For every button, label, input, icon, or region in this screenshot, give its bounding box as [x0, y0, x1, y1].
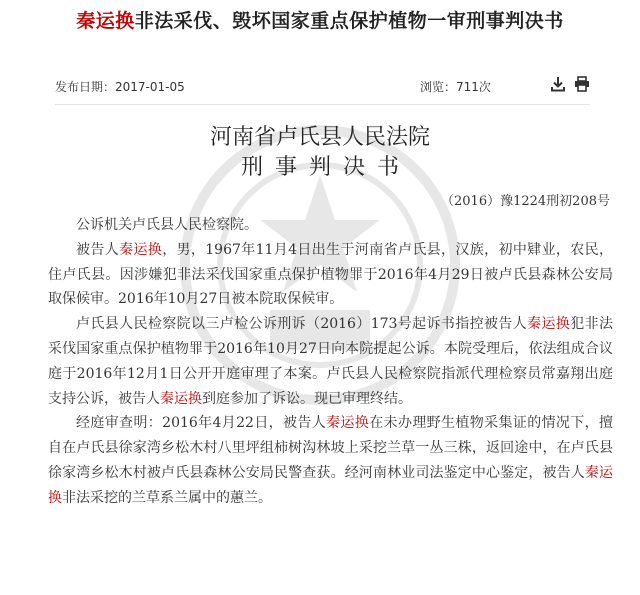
defendant-name: 秦运换	[326, 415, 370, 432]
view-count	[420, 78, 491, 95]
court-name: 河南省卢氏县人民法院	[209, 125, 430, 150]
defendant-name: 秦运换	[119, 241, 163, 258]
paragraph-prosecutor: 公诉机关卢氏县人民检察院。	[76, 217, 258, 233]
text-segment: 经庭审查明：2016年4月22日，被告人	[76, 415, 327, 432]
title-text: 非法采伐、毁坏国家重点保护植物一审刑事判决书	[134, 10, 564, 32]
title-defendant-name: 秦运换	[76, 10, 135, 32]
text-segment: 犯非法采伐国家重点保护植物罪于2016年10月27日向本院提起公诉。本院受理后，依法组成合议庭于2016年12月1日公开开庭审理了本案。卢氏县人民检察院指派代理检察员常嘉翔出庭支持公诉，被告人	[48, 316, 614, 407]
views-value: 711次	[456, 80, 491, 94]
defendant-name: 秦运换	[160, 390, 202, 407]
article-title	[0, 6, 640, 33]
meta-bar	[55, 76, 590, 98]
defendant-name: 秦运换	[48, 464, 614, 506]
paragraph-procedure	[48, 312, 613, 411]
text-segment: 到庭参加了诉讼。现已审理终结。	[202, 390, 412, 407]
defendant-name: 秦运换	[527, 316, 571, 333]
views-label: 浏览：	[420, 80, 457, 94]
divider	[55, 104, 590, 105]
print-icon[interactable]	[574, 76, 590, 92]
judgment-body	[48, 213, 613, 511]
text-segment: 非法采挖的兰草系兰属中的蕙兰。	[62, 489, 272, 506]
paragraph-facts	[48, 411, 613, 510]
document-type: 刑事判决书	[240, 155, 411, 180]
download-icon[interactable]	[550, 76, 566, 92]
toolbar-icons	[550, 76, 590, 92]
text-segment: ，男，1967年11月4日出生于河南省卢氏县，汉族，初中肄业，农民，住卢氏县。因涉嫌犯非法采伐国家重点保护植物罪于2016年4月29日被卢氏县森林公安局取保候审。2016年10月27日被本院取保候审。	[48, 241, 614, 308]
publish-label: 发布日期：	[55, 80, 116, 94]
text-segment: 在未办理野生植物采集证的情况下，擅自在卢氏县徐家湾乡松木村八里坪组柿树沟林坡上采挖兰草一丛三株，返回途中，在卢氏县徐家湾乡松木村被卢氏县森林公安局民警查获。经河南林业司法鉴定中心鉴定，被告人	[48, 415, 614, 481]
paragraph-defendant	[48, 238, 613, 312]
publish-date-value: 2017-01-05	[115, 80, 185, 94]
text-segment: 卢氏县人民检察院以三卢检公诉刑诉（2016）173号起诉书指控被告人	[76, 316, 528, 333]
text-segment: 被告人	[76, 241, 120, 258]
publish-date	[55, 78, 185, 95]
case-number: （2016）豫1224刑初208号	[441, 194, 610, 209]
